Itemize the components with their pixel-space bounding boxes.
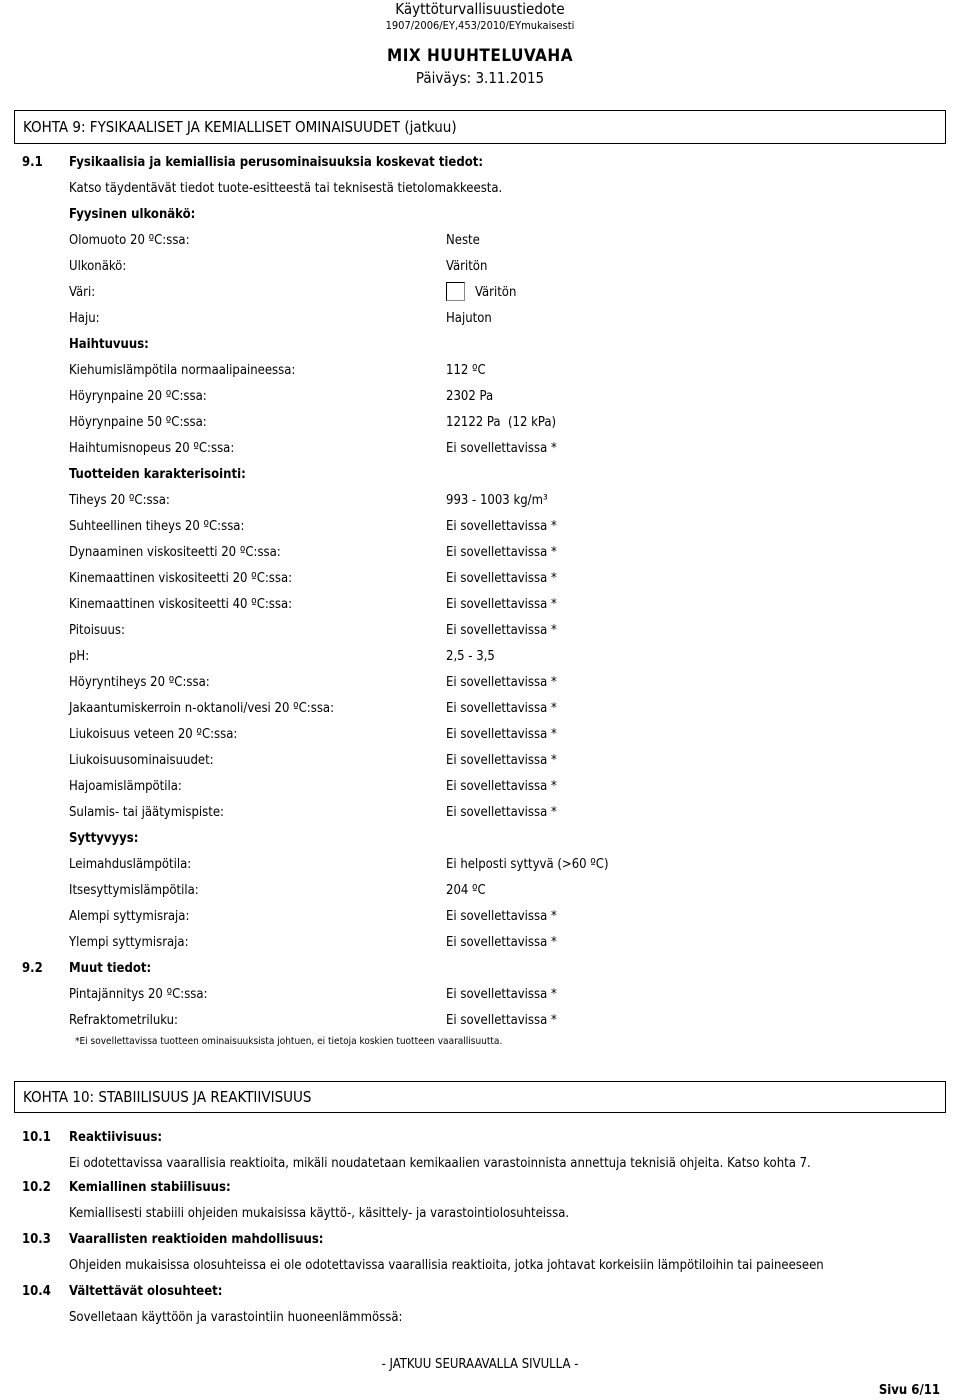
subsection-9-1-number: 9.1 (22, 155, 43, 170)
subsection-10-3-title: Vaarallisten reaktioiden mahdollisuus: (69, 1232, 324, 1247)
property-label: Sulamis- tai jäätymispiste: (69, 805, 224, 820)
subsection-10-1-text: Ei odotettavissa vaarallisia reaktioita, mikäli noudatetaan kemikaalien varastoinnista annettuja teknisiä ohjeita. Katso kohta 7. (69, 1156, 811, 1171)
property-label: Leimahduslämpötila: (69, 857, 192, 872)
property-value: Ei sovellettavissa * (446, 1013, 557, 1028)
color-swatch (446, 282, 465, 301)
property-value: Ei sovellettavissa * (446, 441, 557, 456)
subsection-9-1-note: Katso täydentävät tiedot tuote-esitteestä tai teknisestä tietolomakkeesta. (69, 181, 503, 196)
product-name: MIX HUUHTELUVAHA (386, 46, 574, 66)
property-label: Tiheys 20 ºC:ssa: (69, 493, 170, 508)
property-value: Ei sovellettavissa * (446, 597, 557, 612)
property-value: Ei sovellettavissa * (446, 675, 557, 690)
subsection-10-3-number: 10.3 (22, 1232, 51, 1247)
property-value: Ei sovellettavissa * (446, 805, 557, 820)
appearance-heading: Fyysinen ulkonäkö: (69, 207, 196, 222)
property-label: Höyrynpaine 20 ºC:ssa: (69, 389, 207, 404)
property-label: Ulkonäkö: (69, 259, 127, 274)
property-label: pH: (69, 649, 90, 664)
property-label: Dynaaminen viskositeetti 20 ºC:ssa: (69, 545, 281, 560)
section-10-header-box (14, 1081, 946, 1113)
characterization-heading: Tuotteiden karakterisointi: (69, 467, 246, 482)
subsection-10-4-title: Vältettävät olosuhteet: (69, 1284, 223, 1299)
property-value: 204 ºC (446, 883, 486, 898)
section-10-title: KOHTA 10: STABIILISUUS JA REAKTIIVISUUS (23, 1088, 312, 1106)
continues-next-page-note: - JATKUU SEURAAVALLA SIVULLA - (381, 1357, 579, 1372)
property-label: Hajoamislämpötila: (69, 779, 182, 794)
property-value: Ei sovellettavissa * (446, 909, 557, 924)
subsection-10-4-text: Sovelletaan käyttöön ja varastointiin huoneenlämmössä: (69, 1310, 403, 1325)
property-value: Ei sovellettavissa * (446, 701, 557, 716)
property-value: Ei sovellettavissa * (446, 545, 557, 560)
property-value: Hajuton (446, 311, 492, 326)
volatility-heading: Haihtuvuus: (69, 337, 149, 352)
property-value: Neste (446, 233, 480, 248)
property-label: Olomuoto 20 ºC:ssa: (69, 233, 190, 248)
property-value: 112 ºC (446, 363, 486, 378)
property-label: Höyrynpaine 50 ºC:ssa: (69, 415, 207, 430)
subsection-10-4-number: 10.4 (22, 1284, 51, 1299)
subsection-10-3-text: Ohjeiden mukaisissa olosuhteissa ei ole odotettavissa vaarallisia reaktioita, jotka johtavat korkeisiin lämpötiloihin tai paineeseen (69, 1258, 824, 1273)
footnote: *Ei sovellettavissa tuotteen ominaisuuksista johtuen, ei tietoja koskien tuotteen vaarallisuutta. (75, 1036, 503, 1047)
property-label: Liukoisuus veteen 20 ºC:ssa: (69, 727, 238, 742)
property-label: Haihtumisnopeus 20 ºC:ssa: (69, 441, 235, 456)
property-label: Höyryntiheys 20 ºC:ssa: (69, 675, 210, 690)
property-value: Väritön (475, 285, 517, 300)
subsection-10-1-number: 10.1 (22, 1130, 51, 1145)
document-type-title: Käyttöturvallisuustiedote (395, 0, 565, 18)
page-number: Sivu 6/11 (878, 1383, 940, 1398)
property-value: Väritön (446, 259, 488, 274)
property-label: Alempi syttymisraja: (69, 909, 190, 924)
property-label: Refraktometriluku: (69, 1013, 178, 1028)
section-9-header-box (14, 110, 946, 144)
flammability-heading: Syttyvyys: (69, 831, 139, 846)
property-label: Liukoisuusominaisuudet: (69, 753, 214, 768)
property-label: Pitoisuus: (69, 623, 125, 638)
property-label: Ylempi syttymisraja: (69, 935, 189, 950)
property-label: Itsesyttymislämpötila: (69, 883, 199, 898)
subsection-9-1-title: Fysikaalisia ja kemiallisia perusominaisuuksia koskevat tiedot: (69, 155, 484, 170)
subsection-9-2-number: 9.2 (22, 961, 43, 976)
subsection-9-2-title: Muut tiedot: (69, 961, 152, 976)
subsection-10-2-title: Kemiallinen stabiilisuus: (69, 1180, 231, 1195)
property-label: Haju: (69, 311, 100, 326)
property-label: Kinemaattinen viskositeetti 20 ºC:ssa: (69, 571, 293, 586)
property-label: Jakaantumiskerroin n-oktanoli/vesi 20 ºC:ssa: (69, 701, 335, 716)
property-value: Ei sovellettavissa * (446, 623, 557, 638)
property-value: Ei sovellettavissa * (446, 935, 557, 950)
section-9-title: KOHTA 9: FYSIKAALISET JA KEMIALLISET OMINAISUUDET (jatkuu) (23, 118, 457, 136)
property-label: Kiehumislämpötila normaalipaineessa: (69, 363, 296, 378)
document-date: Päiväys: 3.11.2015 (415, 69, 545, 87)
property-value: Ei helposti syttyvä (>60 ºC) (446, 857, 609, 872)
property-label: Kinemaattinen viskositeetti 40 ºC:ssa: (69, 597, 293, 612)
property-value: Ei sovellettavissa * (446, 779, 557, 794)
subsection-10-1-title: Reaktiivisuus: (69, 1130, 163, 1145)
property-value: Ei sovellettavissa * (446, 571, 557, 586)
property-value: 12122 Pa (12 kPa) (446, 415, 557, 430)
property-value: Ei sovellettavissa * (446, 727, 557, 742)
subsection-10-2-text: Kemiallisesti stabiili ohjeiden mukaisissa käyttö-, käsittely- ja varastointiolosuhteissa. (69, 1206, 570, 1221)
property-value: Ei sovellettavissa * (446, 987, 557, 1002)
property-value: 2302 Pa (446, 389, 494, 404)
property-value: Ei sovellettavissa * (446, 519, 557, 534)
property-label: Suhteellinen tiheys 20 ºC:ssa: (69, 519, 245, 534)
property-label: Väri: (69, 285, 96, 300)
property-value: 993 - 1003 kg/m³ (446, 493, 548, 508)
property-value: Ei sovellettavissa * (446, 753, 557, 768)
property-label: Pintajännitys 20 ºC:ssa: (69, 987, 208, 1002)
subsection-10-2-number: 10.2 (22, 1180, 51, 1195)
regulation-reference: 1907/2006/EY,453/2010/EYmukaisesti (385, 19, 575, 32)
property-value: 2,5 - 3,5 (446, 649, 495, 664)
